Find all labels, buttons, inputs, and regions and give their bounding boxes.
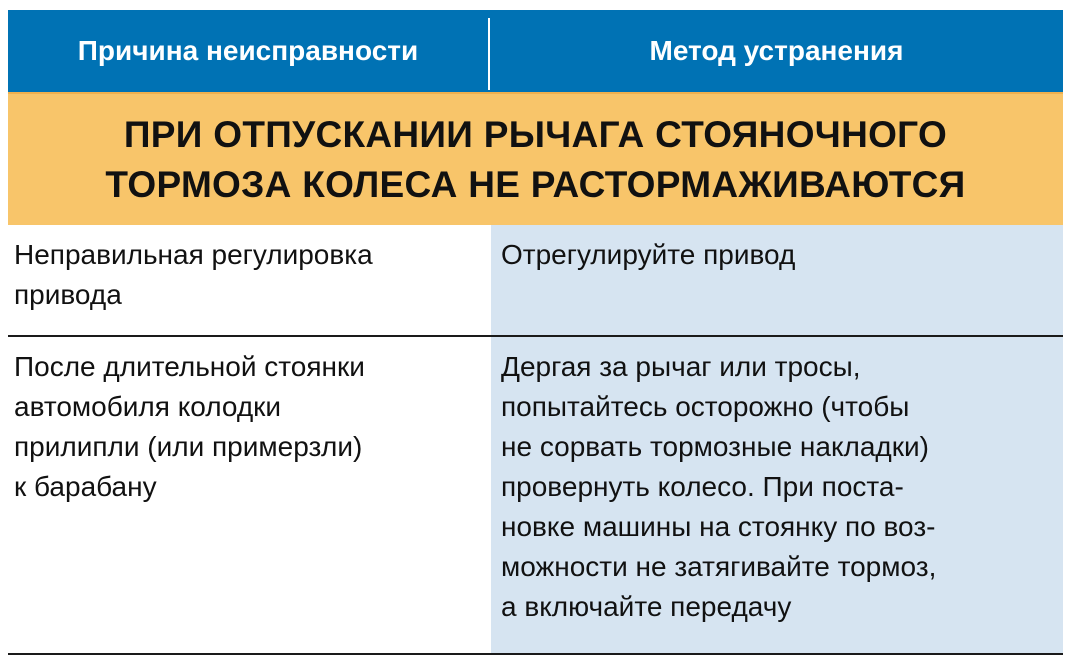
cause-column-header: Причина неисправности (77, 35, 419, 66)
table-row (8, 337, 1063, 653)
method-cell: Отрегулируйте привод (491, 225, 1063, 335)
section-title: ПРИ ОТПУСКАНИИ РЫЧАГА СТОЯНОЧНОГО ТОРМОЗА КОЛЕСА НЕ РАСТОРМАЖИВАЮТСЯ (105, 113, 966, 205)
section-heading (8, 92, 1063, 225)
cause-cell: После длительной стоянки автомобиля колодки прилипли (или примерзли) к барабану (14, 351, 365, 502)
method-column-header: Метод устранения (649, 35, 904, 66)
cause-cell: Неправильная регулировка привода (14, 239, 373, 310)
table-row (8, 225, 1063, 335)
row-divider (8, 653, 1063, 655)
method-cell: Дергая за рычаг или тросы, попытайтесь осторожно (чтобы не сорвать тормозные накладки) провернуть колесо. При поста- новке машины на стоянку по воз- можности не затягивайте тормоз, а включайте передачу (491, 337, 1063, 653)
table-header (8, 10, 1063, 92)
